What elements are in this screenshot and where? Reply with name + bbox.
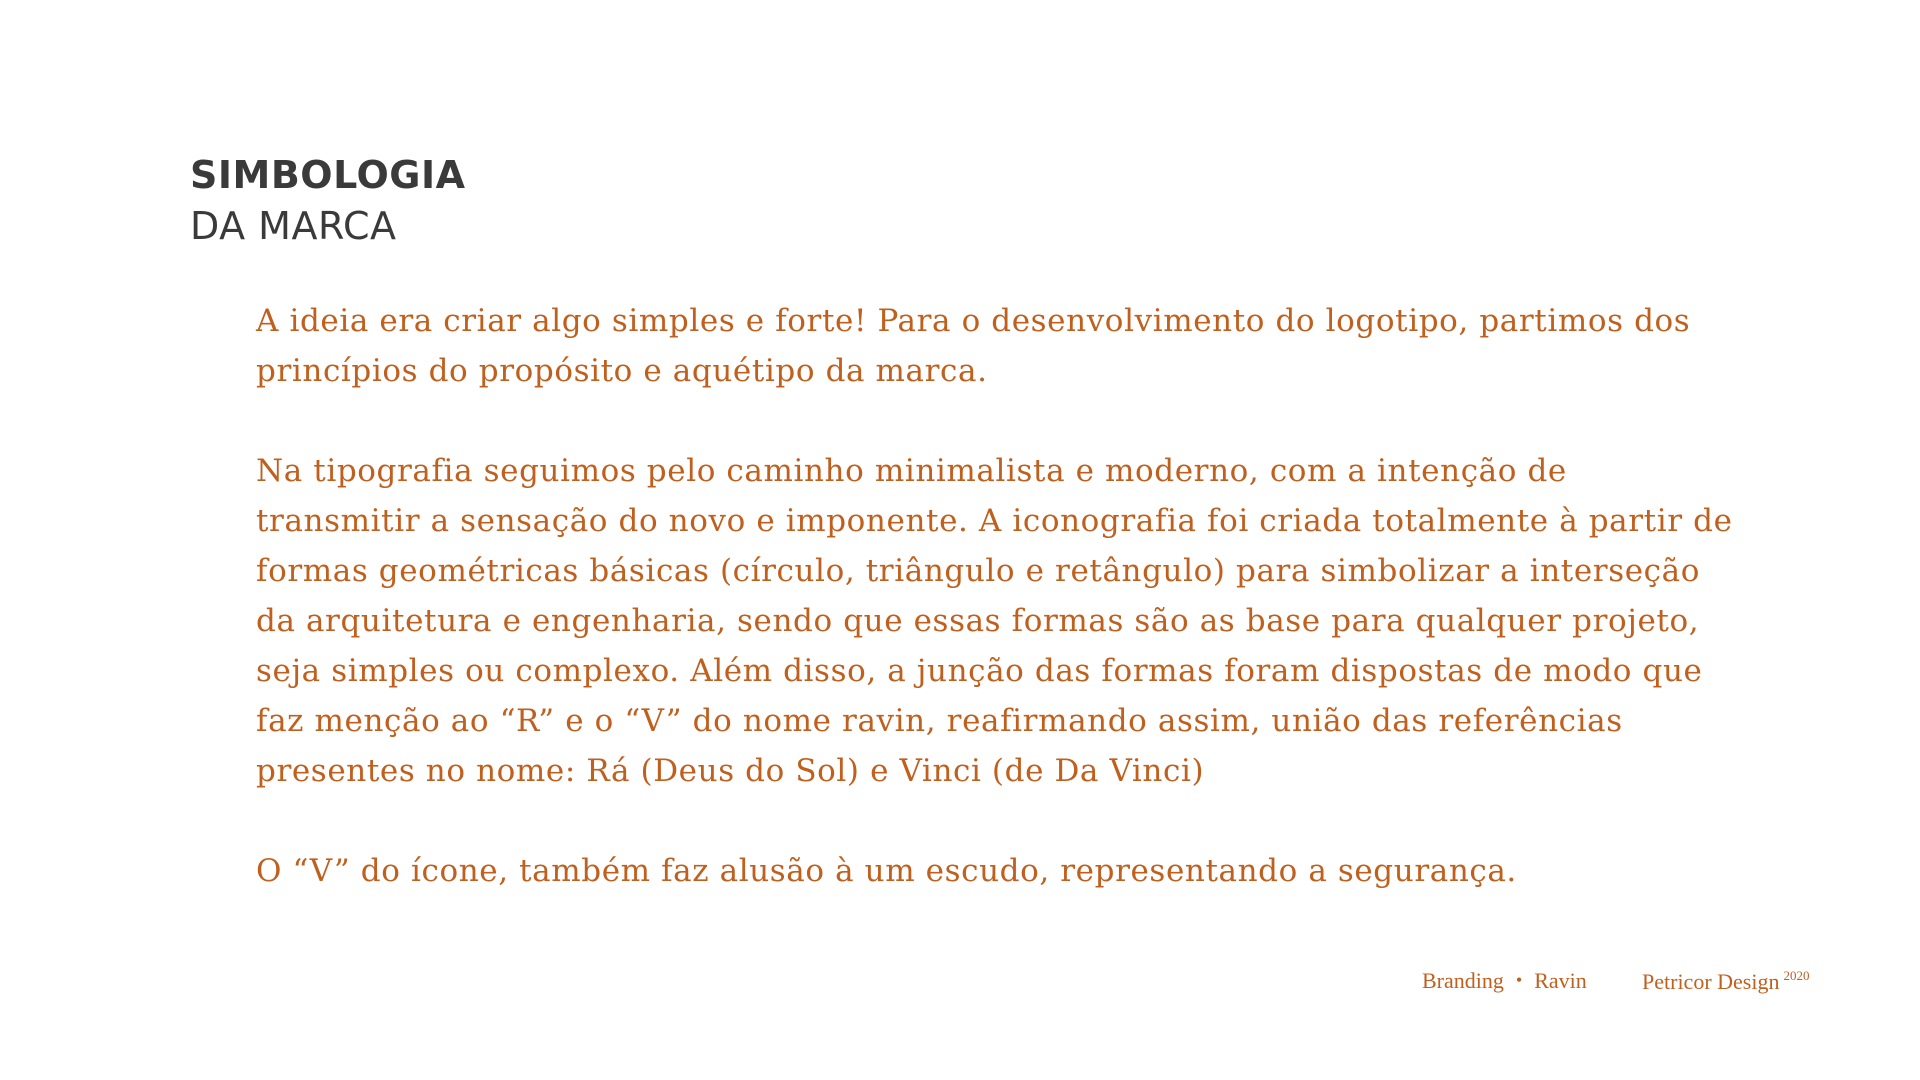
title-line-2: DA MARCA bbox=[190, 204, 397, 248]
paragraph-typography: Na tipografia seguimos pelo caminho minimalista e moderno, com a intenção de transmitir a sensação do novo e imponente. A iconografia foi criada totalmente à partir de formas geométricas básicas (círculo, triângulo e retângulo) para simbolizar a interseção da arquitetura e engenharia, sendo que essas formas são as base para qualquer projeto, seja simples ou complexo. Além disso, a junção das formas foram dispostas de modo que faz menção ao “R” e o “V” do nome ravin, reafirmando assim, união das referências presentes no nome: Rá (Deus do Sol) e Vinci (de Da Vinci) bbox=[256, 453, 1733, 789]
footer-separator: • bbox=[1515, 970, 1523, 990]
footer-project-label: Branding bbox=[1422, 968, 1504, 993]
paragraph-icon: O “V” do ícone, também faz alusão à um escudo, representando a segurança. bbox=[256, 853, 1517, 889]
footer-client-label: Ravin bbox=[1534, 968, 1587, 993]
paragraph-intro: A ideia era criar algo simples e forte! Para o desenvolvimento do logotipo, partimos dos princípios do propósito e aquétipo da marca. bbox=[256, 303, 1691, 389]
body-text bbox=[256, 296, 1736, 896]
footer-year: 2020 bbox=[1783, 968, 1810, 983]
page-title bbox=[190, 150, 466, 252]
footer-project bbox=[1422, 968, 1587, 994]
title-line-1: SIMBOLOGIA bbox=[190, 153, 466, 197]
footer-studio-label: Petricor Design bbox=[1642, 969, 1780, 994]
footer-studio bbox=[1642, 968, 1809, 995]
